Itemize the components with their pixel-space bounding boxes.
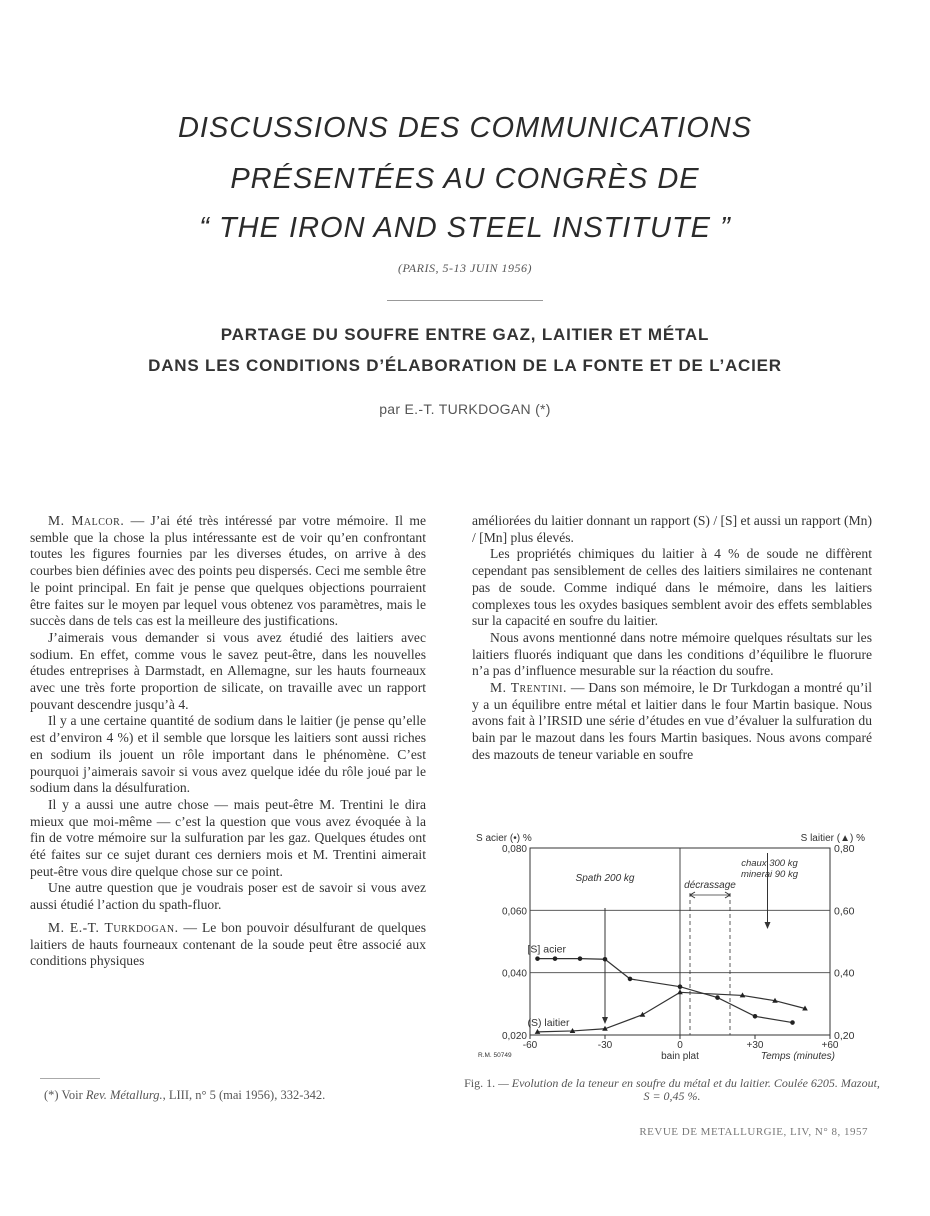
paragraph-text: améliorées du laitier donnant un rapport (S) / [S] et aussi un rapport (Mn) / [Mn] plus élevés.: [472, 513, 872, 545]
data-point-acier: [790, 1020, 795, 1025]
data-point-acier: [553, 956, 558, 961]
x-tick-label: 0: [677, 1040, 683, 1051]
minerai-annotation: minerai 90 kg: [740, 869, 799, 880]
series-acier-label: [S] acier: [527, 943, 567, 956]
data-point-acier: [715, 995, 720, 1000]
paragraph-text: — Dans son mémoire, le Dr Turkdogan a montré qu’il y a un équilibre entre métal et laitier dans le four Martin basique. Nous avons fait à l’IRSID une série d’études en vue d’évaluer la sulfuration du bain par le mazout dans les fours Martin basiques. Nous avons comparé des mazouts de teneur variable en soufre: [472, 680, 872, 762]
data-point-acier: [535, 956, 540, 961]
x-tick-label: +30: [746, 1040, 764, 1051]
y-tick-label-right: 0,60: [834, 905, 855, 918]
y-tick-label-right: 0,20: [834, 1030, 855, 1042]
paragraph: [30, 513, 426, 630]
figure-caption-label: Fig. 1.: [464, 1076, 496, 1090]
event-location-date: (PARIS, 5-13 JUIN 1956): [398, 261, 532, 275]
heading-line-2: PRÉSENTÉES AU CONGRÈS DE: [230, 163, 700, 195]
figure-caption-text: — Evolution de la teneur en soufre du métal et du laitier. Coulée 6205. Mazout, S = 0,45 %.: [495, 1076, 880, 1103]
paragraph: [30, 880, 426, 913]
y-tick-label-left: 0,040: [501, 968, 527, 980]
paragraph: [472, 513, 872, 546]
footnote-mark: (*) Voir: [44, 1088, 86, 1102]
figure-ref-code: R.M. 50749: [478, 1052, 512, 1059]
y-tick-label-left: 0,060: [501, 906, 527, 918]
y-tick-label-left: 0,020: [501, 1031, 527, 1042]
speaker-name: M. Malcor.: [48, 513, 125, 528]
paragraph: [472, 546, 872, 630]
footnote-journal: Rev. Métallurg.: [85, 1088, 163, 1102]
paragraph: [30, 713, 426, 797]
article-byline: par E.-T. TURKDOGAN (*): [379, 401, 551, 417]
paragraph-text: Il y a aussi une autre chose — mais peut-être M. Trentini le dira mieux que moi-même — c’est la question que vous avez évoquée à la fin de votre mémoire sur la sulfuration par les gaz. Quelques études ont été faites sur ce sujet durant ces derniers mois et M. Trentini aimerait peut-être vous dire quelque chose sur ce point.: [30, 796, 426, 879]
data-point-acier: [753, 1014, 758, 1019]
arrow-head: [765, 922, 771, 929]
paragraph-text: J’aimerais vous demander si vous avez étudié des laitiers avec sodium. En effet, comme vous le savez peut-être, dans les nouvelles études entreprises à Darmstadt, en Allemagne, sur les hauts fourneaux avec une très forte proportion de silicate, on travaille avec un rapport pouvant descendre jusqu’à 4.: [30, 629, 426, 712]
sulfur-evolution-chart: [470, 825, 870, 1070]
paragraph-text: — J’ai été très intéressé par votre mémoire. Il me semble que la chose la plus intéressante est de voir qu’en confrontant toutes les figures fournies par les diverses études, on arrive à des courbes bien définies avec des points peu dispersés. Ceci me semble être le point principal. En fait je pense que quelques objections pourraient être faites sur le moyen par lequel vous obtenez vos paramètres, mais le succès dans de tels cas est la meilleure des justifications.: [30, 513, 426, 629]
arrow-head: [602, 1017, 608, 1024]
footnote-divider: [40, 1078, 100, 1079]
paragraph-text: — Le bon pouvoir désulfurant de quelques laitiers de hauts fourneaux contenant de la soude peut être associé aux conditions physiques: [30, 919, 427, 969]
bain-plat-label: bain plat: [661, 1051, 699, 1062]
x-axis-label: Temps (minutes): [760, 1051, 835, 1062]
x-tick-label: -30: [597, 1040, 613, 1051]
speaker-name: M. E.-T. Turkdogan.: [48, 919, 179, 935]
x-tick-label: +60: [821, 1040, 839, 1051]
speaker-name: M. Trentini.: [490, 680, 567, 696]
paragraph-text: Une autre question que je voudrais poser est de savoir si vous avez aussi étudié l’action du spath-fluor.: [30, 880, 426, 913]
series-acier-line: [538, 959, 793, 1023]
paragraph: [30, 630, 426, 714]
y-axis-label-left: S acier (•) %: [476, 833, 532, 844]
spath-annotation: Spath 200 kg: [575, 873, 635, 884]
heading-line-1: DISCUSSIONS DES COMMUNICATIONS: [177, 112, 753, 144]
y-tick-label-right: 0,80: [834, 843, 855, 855]
decrassage-annotation: décrassage: [684, 880, 736, 891]
right-column: [472, 513, 872, 764]
paragraph: [30, 920, 426, 970]
figure-caption: [462, 1077, 882, 1103]
series-laitier-line: [538, 992, 806, 1032]
data-point-acier: [603, 957, 608, 962]
footnote: [44, 1088, 325, 1103]
series-laitier-label: (S) laitier: [527, 1016, 570, 1029]
y-axis-label-right: S laitier (▲) %: [800, 833, 865, 844]
paragraph: [472, 630, 872, 680]
y-tick-label-right: 0,40: [834, 967, 855, 980]
y-tick-label-left: 0,080: [501, 844, 527, 855]
paragraph: [30, 797, 426, 881]
paragraph-text: Nous avons mentionné dans notre mémoire quelques résultats sur les laitiers fluorés indiquant que dans les conditions d’équilibre le fluorure n’a pas d’influence mesurable sur la réaction du soufre.: [472, 629, 872, 679]
left-column: [30, 513, 426, 970]
paragraph: [472, 680, 872, 764]
paragraph-text: Les propriétés chimiques du laitier à 4 % de soude ne diffèrent cependant pas sensiblement de celles des laitiers similaires ne contenant pas de soude. Comme indiqué dans le mémoire, dans les laitiers complexes tous les oxydes basiques semblent avoir des effets semblables sur la capacité en soufre du laitier.: [472, 546, 872, 629]
footnote-reference: , LIII, n° 5 (mai 1956), 332-342.: [162, 1088, 326, 1102]
journal-footer: REVUE DE METALLURGIE, LIV, N° 8, 1957: [639, 1126, 868, 1138]
data-point-acier: [628, 977, 633, 982]
paragraph-text: Il y a une certaine quantité de sodium dans le laitier (je pense qu’elle est d’environ 4 %) et il semble que lorsque les laitiers sont aussi riches en sodium ils jouent un rôle important dans le phénomène. C’est pourquoi j’aimerais savoir si vous avez quelque idée du rôle joué par le sodium dans la désulfuration.: [30, 713, 426, 796]
x-tick-label: -60: [522, 1040, 538, 1051]
article-title-line-1: PARTAGE DU SOUFRE ENTRE GAZ, LAITIER ET MÉTAL: [220, 325, 710, 344]
title-divider: [387, 300, 543, 301]
heading-line-3: “ THE IRON AND STEEL INSTITUTE ”: [199, 212, 731, 244]
article-title-line-2: DANS LES CONDITIONS D’ÉLABORATION DE LA FONTE ET DE L’ACIER: [148, 356, 782, 375]
data-point-acier: [678, 984, 683, 989]
chaux-annotation: chaux 300 kg: [741, 858, 798, 869]
data-point-acier: [578, 956, 583, 961]
